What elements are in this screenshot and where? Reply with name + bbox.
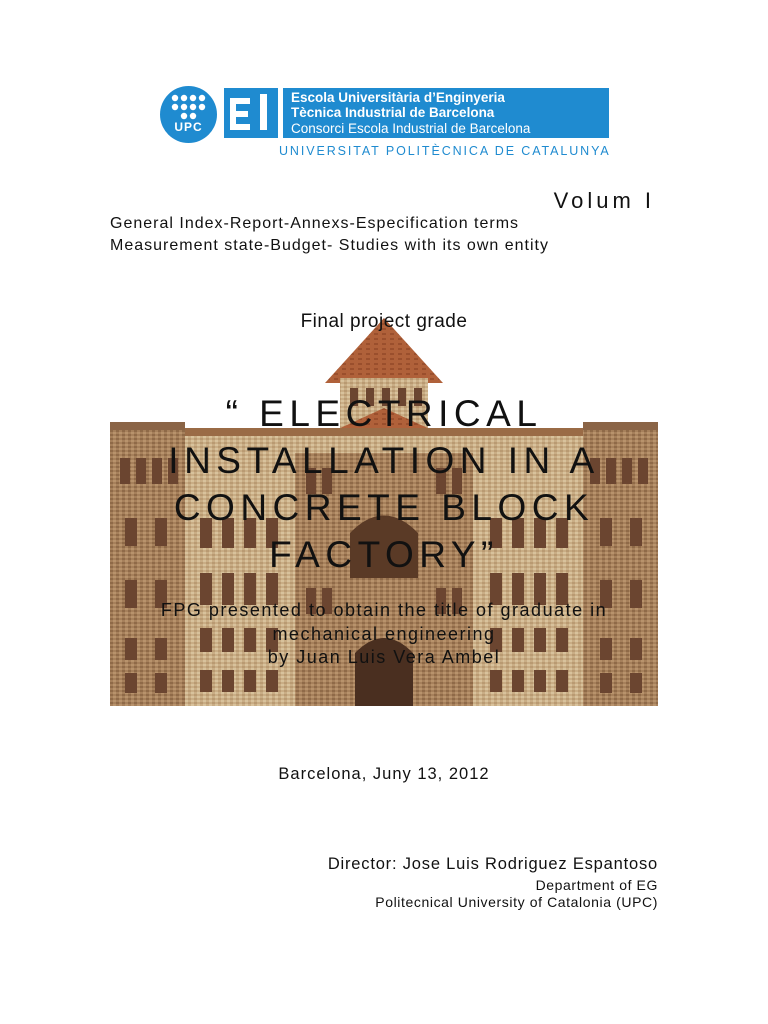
school-name-line1: Escola Universitària d’Enginyeria [291, 90, 505, 105]
document-title: “ ELECTRICAL INSTALLATION IN A CONCRETE BLOCK FACTORY” [168, 393, 600, 575]
contents-line-2: Measurement state-Budget- Studies with its own entity [110, 237, 549, 254]
project-type: Final project grade [300, 311, 468, 332]
school-name-line3: Consorci Escola Industrial de Barcelona [291, 121, 531, 136]
contents-line-1: General Index-Report-Annexs-Especification terms [110, 215, 520, 232]
upc-logo-text: UPC [174, 120, 203, 134]
presented-line-1: FPG presented to obtain the title of graduate in [160, 600, 608, 620]
director-line: Director: Jose Luis Rodriguez Espantoso [327, 855, 658, 873]
author-line: by Juan Luis Vera Ambel [267, 647, 501, 667]
department-line: Department of EG [535, 877, 658, 893]
institution-line: Politecnical University of Catalonia (UPC) [375, 894, 658, 910]
school-name-line2: Tècnica Industrial de Barcelona [291, 105, 495, 120]
upc-dots-icon [169, 93, 209, 121]
university-name: UNIVERSITAT POLITÈCNICA DE CATALUNYA [279, 144, 611, 158]
ei-logo-mark [224, 88, 278, 138]
presented-line-2: mechanical engineering [272, 624, 496, 644]
volume-label: Volum I [553, 188, 655, 213]
date-line: Barcelona, Juny 13, 2012 [278, 765, 490, 783]
